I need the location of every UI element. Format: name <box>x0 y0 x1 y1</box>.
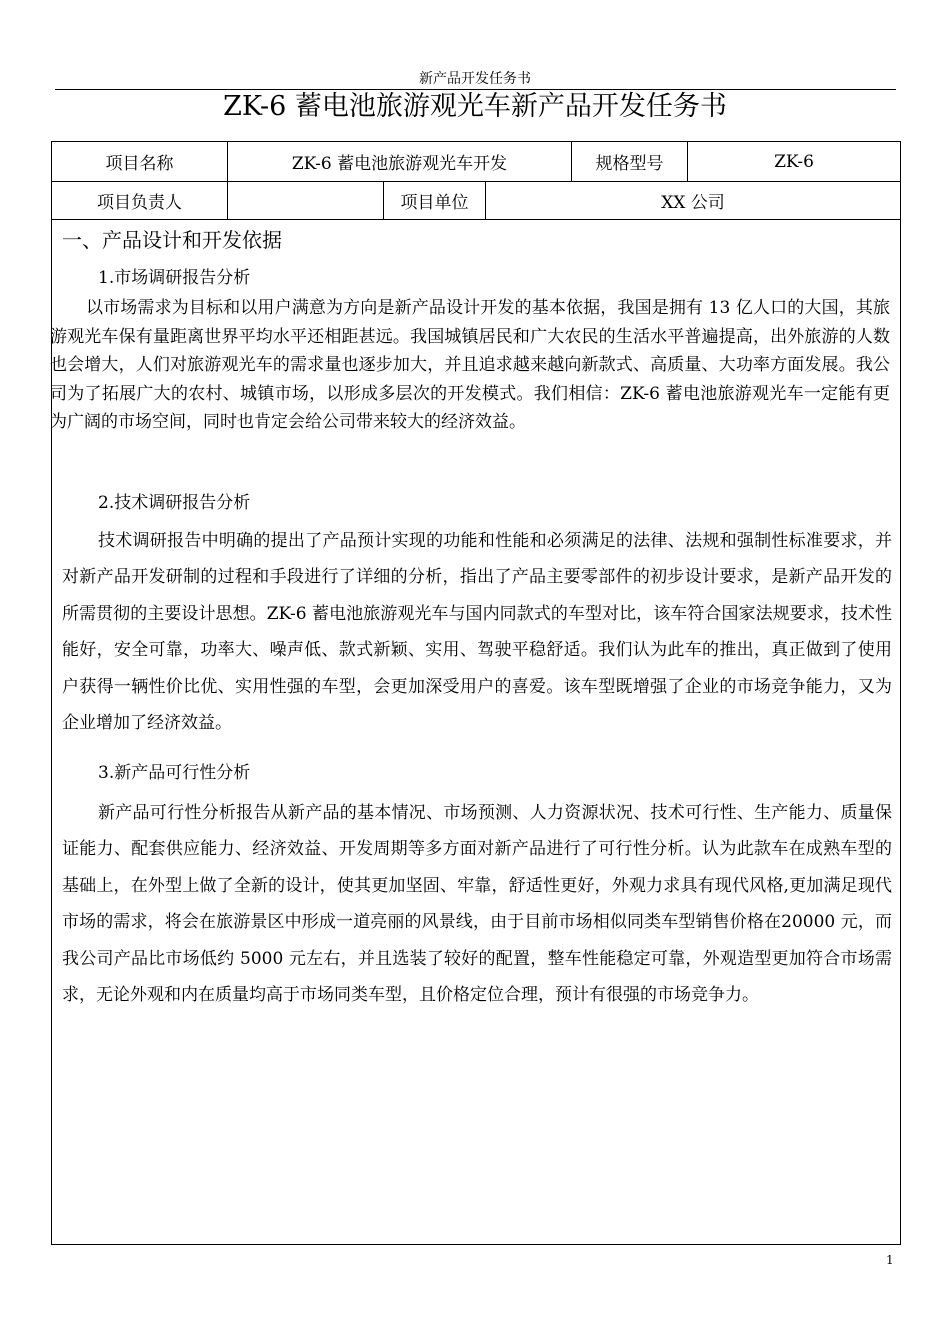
tech-research-paragraph: 技术调研报告中明确的提出了产品预计实现的功能和性能和必须满足的法律、法规和强制性标准要求，并对新产品开发研制的过程和手段进行了详细的分析，指出了产品主要零部件的初步设计要求，是新产品开发的所需贯彻的主要设计思想。ZK-6 蓄电池旅游观光车与国内同款式的车型对比，该车符合国家法规要求，技术性能好，安全可靠，功率大、噪声低、款式新颖、实用、驾驶平稳舒适。我们认为此车的推出，真正做到了使用户获得一辆性价比优、实用性强的车型，会更加深受用户的喜爱。该车型既增强了企业的市场竞争能力，又为企业增加了经济效益。 <box>62 531 892 734</box>
task-form-frame <box>51 141 901 1245</box>
leader-label: 项目负责人 <box>52 182 228 219</box>
running-header: 新产品开发任务书 <box>419 71 531 87</box>
page-number: 1 <box>886 1253 894 1267</box>
section-title: 一、产品设计和开发依据 <box>62 228 282 252</box>
unit-label: 项目单位 <box>384 182 486 219</box>
model-label: 规格型号 <box>572 142 688 181</box>
document-title: ZK-6 蓄电池旅游观光车新产品开发任务书 <box>223 91 727 122</box>
info-row-1 <box>52 142 900 182</box>
leader-value <box>228 182 384 219</box>
feasibility-heading: 3.新产品可行性分析 <box>98 763 251 783</box>
feasibility-paragraph: 新产品可行性分析报告从新产品的基本情况、市场预测、人力资源状况、技术可行性、生产能力、质量保证能力、配套供应能力、经济效益、开发周期等多方面对新产品进行了可行性分析。认为此款车在成熟车型的基础上，在外型上做了全新的设计，使其更加坚固、牢靠，舒适性更好，外观力求具有现代风格,更加满足现代市场的需求，将会在旅游景区中形成一道亮丽的风景线，由于目前市场相似同类车型销售价格在20000 元，而我公司产品比市场低约 5000 元左右，并且选装了较好的配置，整车性能稳定可靠，外观造型更加符合市场需求，无论外观和内在质量均高于市场同类车型，且价格定位合理，预计有很强的市场竞争力。 <box>62 803 892 1006</box>
model-value: ZK-6 <box>774 151 814 172</box>
project-name-value: ZK-6 蓄电池旅游观光车开发 <box>228 142 572 181</box>
market-research-paragraph: 以市场需求为目标和以用户满意为方向是新产品设计开发的基本依据，我国是拥有 13 亿人口的大国，其旅游观光车保有量距离世界平均水平还相距甚远。我国城镇居民和广大农民的生活水平普遍提高，出外旅游的人数也会增大，人们对旅游观光车的需求量也逐步加大，并且追求越来越向新款式、高质量、大功率方面发展。我公司为了拓展广大的农村、城镇市场，以形成多层次的开发模式。我们相信：ZK-6 蓄电池旅游观光车一定能有更为广阔的市场空间，同时也肯定会给公司带来较大的经济效益。 <box>50 298 890 433</box>
tech-research-heading: 2.技术调研报告分析 <box>98 493 251 513</box>
unit-value: XX 公司 <box>661 193 725 213</box>
market-research-heading: 1.市场调研报告分析 <box>98 268 251 288</box>
project-name-label: 项目名称 <box>52 142 228 181</box>
info-row-2 <box>52 182 900 220</box>
